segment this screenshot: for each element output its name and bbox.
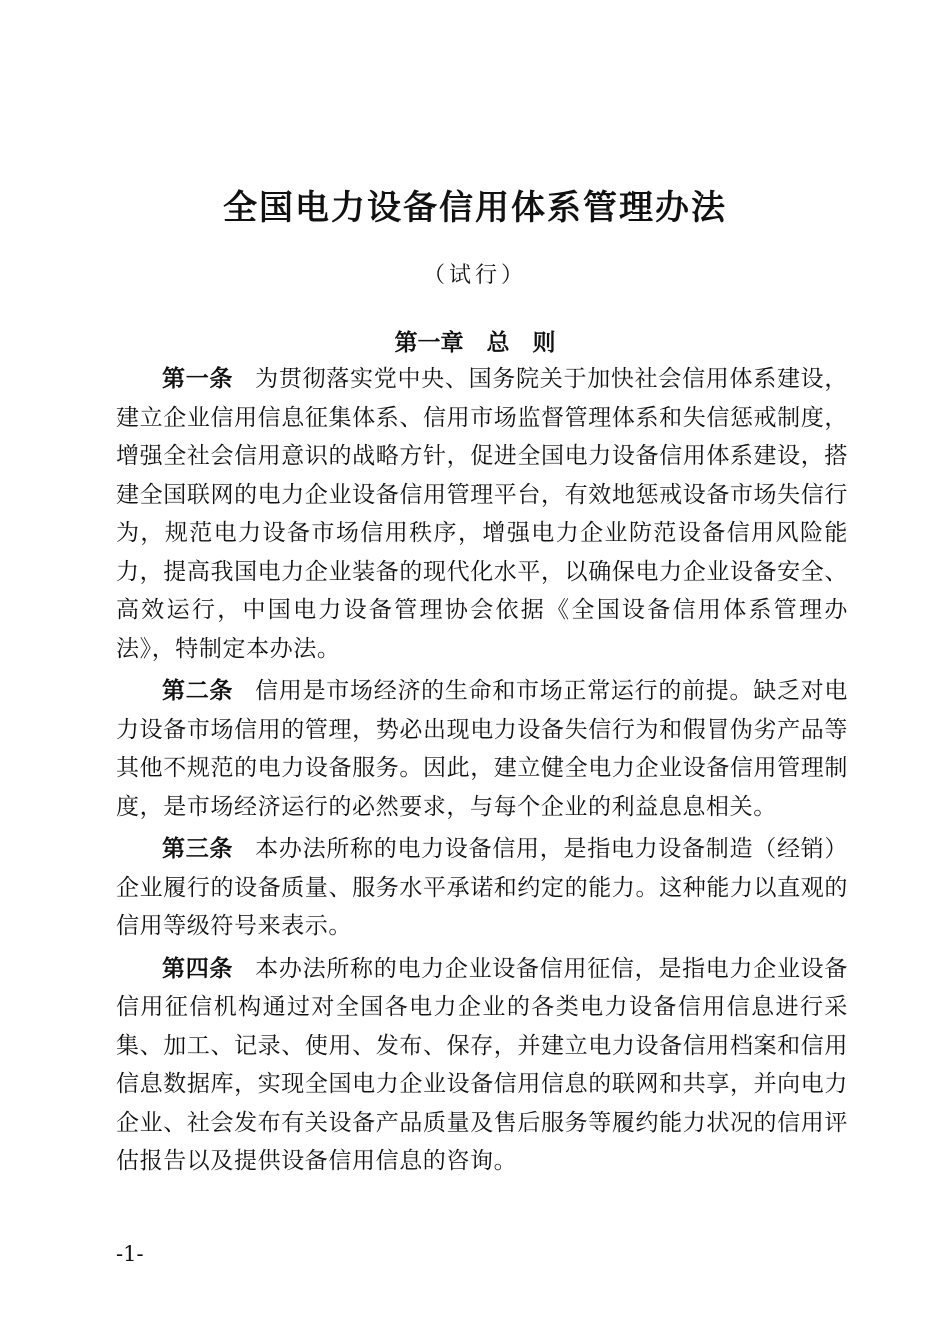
article-text: 为贯彻落实党中央、国务院关于加快社会信用体系建设，建立企业信用信息征集体系、信用市场监督管理体系和失信惩戒制度，增强全社会信用意识的战略方针，促进全国电力设备信用体系建设，搭建全国联网的电力企业设备信用管理平台，有效地惩戒设备市场失信行为，规范电力设备市场信用秩序，增强电力企业防范设备信用风险能力，提高我国电力企业装备的现代化水平，以确保电力企业设备安全、高效运行，中国电力设备管理协会依据《全国设备信用体系管理办法》，特制定本办法。 xyxy=(116,366,848,662)
article-text: 本办法所称的电力设备信用，是指电力设备制造（经销）企业履行的设备质量、服务水平承诺和约定的能力。这种能力以直观的信用等级符号来表示。 xyxy=(116,836,848,939)
article-label: 第一条 xyxy=(162,366,234,392)
article-3 xyxy=(116,830,848,946)
article-2 xyxy=(116,672,848,826)
chapter-heading: 第一章 总 则 xyxy=(394,329,556,356)
page-number: -1- xyxy=(116,1242,144,1266)
article-4 xyxy=(116,950,848,1181)
document-body xyxy=(116,360,848,1185)
document-title: 全国电力设备信用体系管理办法 xyxy=(223,188,727,228)
article-label: 第三条 xyxy=(162,836,234,862)
article-text: 本办法所称的电力企业设备信用征信，是指电力企业设备信用征信机构通过对全国各电力企业的各类电力设备信用信息进行采集、加工、记录、使用、发布、保存，并建立电力设备信用档案和信用信息数据库，实现全国电力企业设备信用信息的联网和共享，并向电力企业、社会发布有关设备产品质量及售后服务等履约能力状况的信用评估报告以及提供设备信用信息的咨询。 xyxy=(116,955,848,1174)
article-text: 信用是市场经济的生命和市场正常运行的前提。缺乏对电力设备市场信用的管理，势必出现电力设备失信行为和假冒伪劣产品等其他不规范的电力设备服务。因此，建立健全电力企业设备信用管理制度，是市场经济运行的必然要求，与每个企业的利益息息相关。 xyxy=(116,678,848,820)
article-label: 第四条 xyxy=(162,955,234,982)
article-1 xyxy=(116,360,848,668)
article-label: 第二条 xyxy=(162,678,234,704)
document-subtitle: （试行） xyxy=(422,263,527,288)
